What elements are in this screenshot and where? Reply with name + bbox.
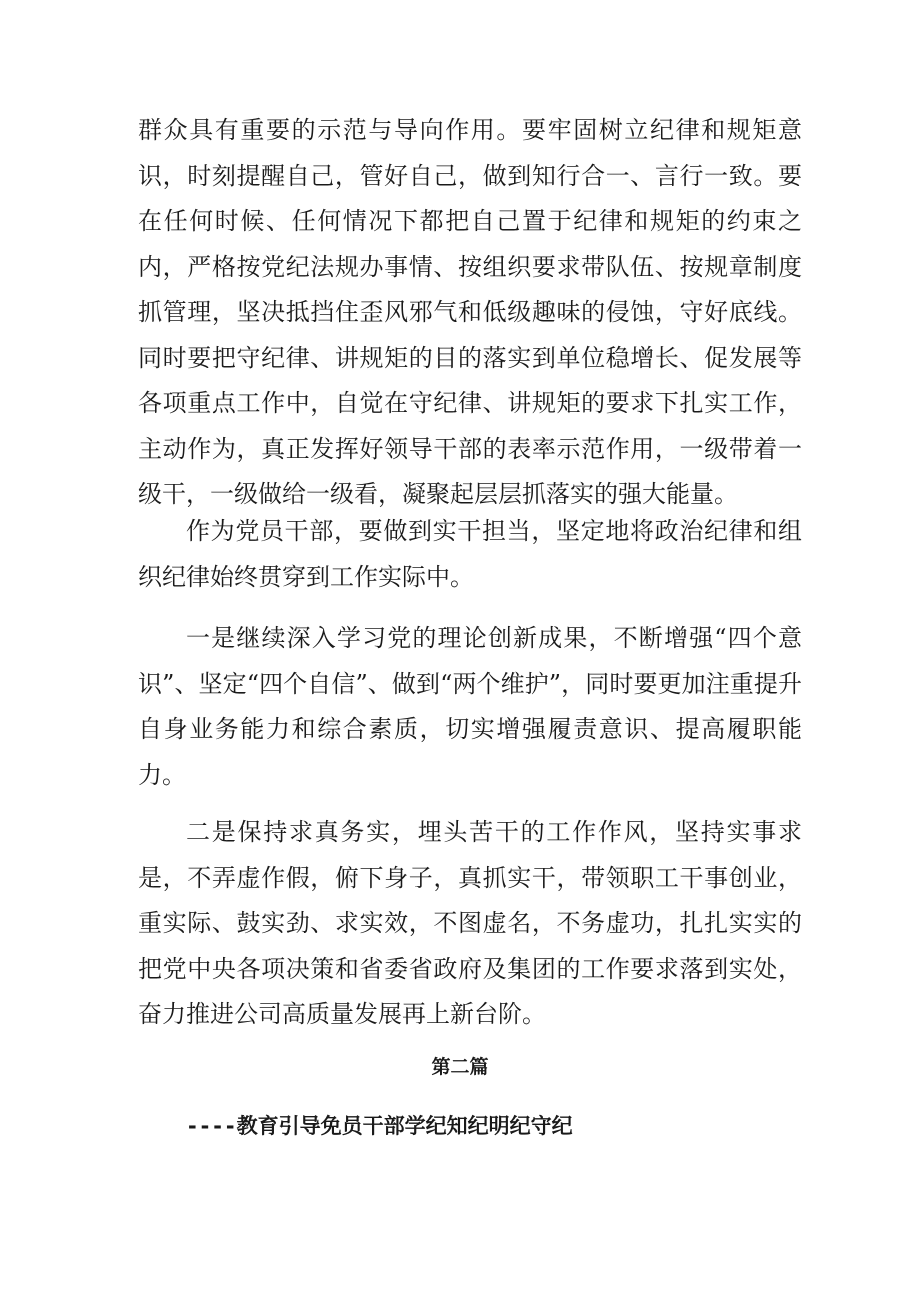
paragraph-point-two: 二是保持求真务实，埋头苦干的工作作风，坚持实事求是，不弄虚作假，俯下身子，真抓实干，带领职工干事创业，重实际、鼓实劲、求实效，不图虚名，不务虚功，扎扎实实的把党中央各项决策和省委省政府及集团的工作要求落到实处，奋力推进公司高质量发展再上新台阶。 [138, 818, 802, 1028]
paragraph-discipline-awareness: 群众具有重要的示范与导向作用。要牢固树立纪律和规矩意识，时刻提醒自己，管好自己，做到知行合一、言行一致。要在任何时候、任何情况下都把自己置于纪律和规矩的约束之内，严格按党纪法规办事情、按组织要求带队伍、按规章制度抓管理，坚决抵挡住歪风邪气和低级趣味的侵蚀，守好底线。同时要把守纪律、讲规矩的目的落实到单位稳增长、促发展等各项重点工作中，自觉在守纪律、讲规矩的要求下扎实工作，主动作为，真正发挥好领导干部的表率示范作用，一级带着一级干，一级做给一级看，凝聚起层层抓落实的强大能量。 [138, 116, 802, 508]
section-title: 第二篇 [431, 1056, 489, 1078]
paragraph-practical-responsibility: 作为党员干部，要做到实干担当，坚定地将政治纪律和组织纪律始终贯穿到工作实际中。 [138, 517, 802, 591]
section-subtitle: ----教育引导免员干部学纪知纪明纪守纪 [186, 1114, 573, 1138]
paragraph-point-one: 一是继续深入学习党的理论创新成果，不断增强“四个意识”、坚定“四个自信”、做到“两个维护”，同时要更加注重提升自身业务能力和综合素质，切实增强履责意识、提高履职能力。 [138, 624, 802, 789]
